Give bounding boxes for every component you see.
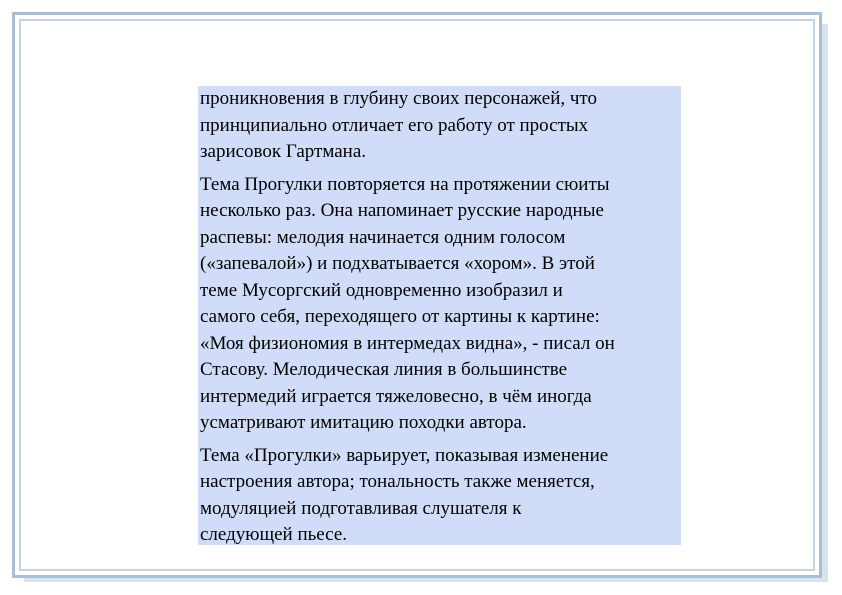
paragraph-1: проникновения в глубину своих персонажей, что принципиально отличает его работу от простых зарисовок Гартмана. [200, 88, 597, 162]
paragraph-3: Тема «Прогулки» варьирует, показывая изменение настроения автора; тональность также меняется, модуляцией подготавливая слушателя к следующей пьесе. [200, 444, 609, 545]
frame-shadow-right [822, 24, 828, 582]
text-box [198, 86, 681, 545]
paragraph-2: Тема Прогулки повторяется на протяжении сюиты несколько раз. Она напоминает русские народные распевы: мелодия начинается одним голосом («запевалой») и подхватывается «хором». В этой теме Мусоргский одновременно изобразил и самого себя, переходящего от картины к картине: «Моя физиономия в интермедах видна», - писал он Стасову. Мелодическая линия в большинстве интермедий играется тяжеловесно, в чём иногда усматривают имитацию походки автора. [200, 173, 615, 433]
